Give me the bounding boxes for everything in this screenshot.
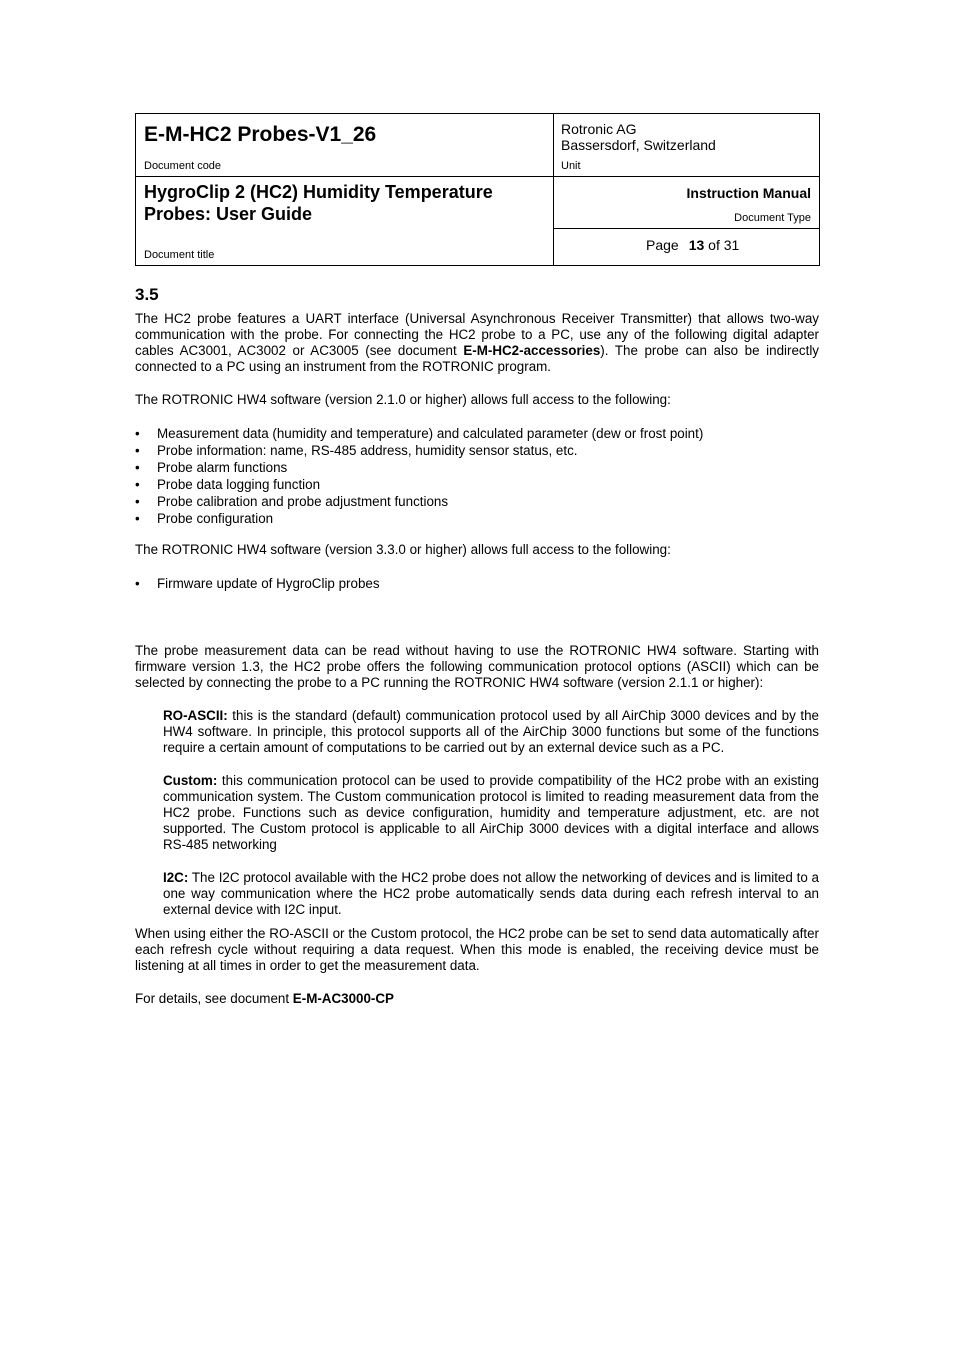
- paragraph-auto-send: When using either the RO-ASCII or the Custom protocol, the HC2 probe can be set to send data automatically after each refresh cycle without requiring a data request. When this mode is enabled, the receiving device must be listening at all times in order to get the measurement data.: [135, 926, 819, 973]
- protocol-i2c: [163, 870, 819, 918]
- list-item: • Probe configuration: [135, 510, 819, 527]
- p1-text-a: The HC2 probe features a UART interface (Universal Asynchronous Receiver Transmitter) that allows two-way communication with the probe. For connecting the HC2 probe to a PC, use any of the following digital adapter cables AC3001, AC3002 or AC3005 (see document: [135, 311, 819, 358]
- document-type: Instruction Manual: [686, 185, 811, 201]
- page-number: 13: [688, 237, 705, 253]
- custom-label: Custom:: [163, 773, 218, 788]
- list-item: • Firmware update of HygroClip probes: [135, 575, 819, 592]
- paragraph-details: [135, 991, 819, 1007]
- unit-name: [561, 121, 716, 153]
- ro-ascii-label: RO-ASCII:: [163, 708, 228, 723]
- document-type-label: Document Type: [734, 212, 811, 224]
- document-header: [135, 113, 819, 266]
- paragraph-protocols: The probe measurement data can be read without having to use the ROTRONIC HW4 software. Starting with firmware version 1.3, the HC2 probe offers the following communication protocol options (ASCII) which can be selected by connecting the probe to a PC running the ROTRONIC HW4 software (version 2.1.1 or higher):: [135, 643, 819, 690]
- list-item: • Probe data logging function: [135, 476, 819, 493]
- i2c-label: I2C:: [163, 870, 189, 885]
- paragraph-uart: [135, 311, 819, 375]
- unit-line-2: Bassersdorf, Switzerland: [561, 137, 716, 153]
- list-item: • Probe alarm functions: [135, 459, 819, 476]
- list-item: • Measurement data (humidity and temperature) and calculated parameter (dew or frost point): [135, 425, 819, 442]
- p1-doc-ref: E-M-HC2-accessories: [463, 343, 601, 358]
- document-title: [144, 181, 493, 225]
- list-item: • Probe information: name, RS-485 address, humidity sensor status, etc.: [135, 442, 819, 459]
- protocol-custom: [163, 773, 819, 853]
- p1-text-b: ). The probe can also be indirectly connected to a PC using an instrument from the ROTRONIC program.: [135, 343, 820, 374]
- title-line-1: HygroClip 2 (HC2) Humidity Temperature: [144, 182, 493, 202]
- custom-text: this communication protocol can be used to provide compatibility of the HC2 probe with an existing communication system. The Custom communication protocol is limited to reading measurement data from the HC2 probe. Functions such as device configuration, humidity and temperature adjustment, etc. are not supported. The Custom protocol is applicable to all AirChip 3000 devices with a digital interface and allows RS-485 networking: [163, 773, 819, 852]
- page-label: Page: [646, 237, 679, 253]
- section-content: [135, 285, 819, 1007]
- title-line-2: Probes: User Guide: [144, 204, 313, 224]
- unit-label: Unit: [561, 160, 581, 172]
- unit-line-1: Rotronic AG: [561, 121, 637, 137]
- section-heading: 3.5: [135, 285, 159, 304]
- paragraph-hw4-v330: The ROTRONIC HW4 software (version 3.3.0 or higher) allows full access to the following:: [135, 542, 671, 557]
- list-item: • Probe calibration and probe adjustment functions: [135, 493, 819, 510]
- document-code: E-M-HC2 Probes-V1_26: [144, 123, 377, 146]
- paragraph-hw4-access: The ROTRONIC HW4 software (version 2.1.0 or higher) allows full access to the following:: [135, 392, 671, 407]
- feature-list: [135, 425, 819, 527]
- i2c-text: The I2C protocol available with the HC2 probe does not allow the networking of devices and is limited to a one way communication where the HC2 probe automatically sends data during each refresh interval to an external device with I2C input.: [163, 870, 819, 917]
- page-total: of 31: [708, 237, 740, 253]
- details-text: For details, see document: [135, 991, 293, 1006]
- document-code-label: Document code: [144, 160, 222, 172]
- firmware-list: [135, 575, 819, 592]
- details-doc-ref: E-M-AC3000-CP: [292, 991, 394, 1006]
- page-indicator: [646, 237, 739, 253]
- header-table: [135, 113, 820, 266]
- ro-ascii-text: this is the standard (default) communication protocol used by all AirChip 3000 devices and by the HW4 software. In principle, this protocol supports all of the AirChip 3000 functions but some of the functions require a certain amount of computations to be carried out by an external device such as a PC.: [163, 708, 819, 755]
- document-title-label: Document title: [144, 249, 215, 261]
- protocol-ro-ascii: [163, 708, 819, 756]
